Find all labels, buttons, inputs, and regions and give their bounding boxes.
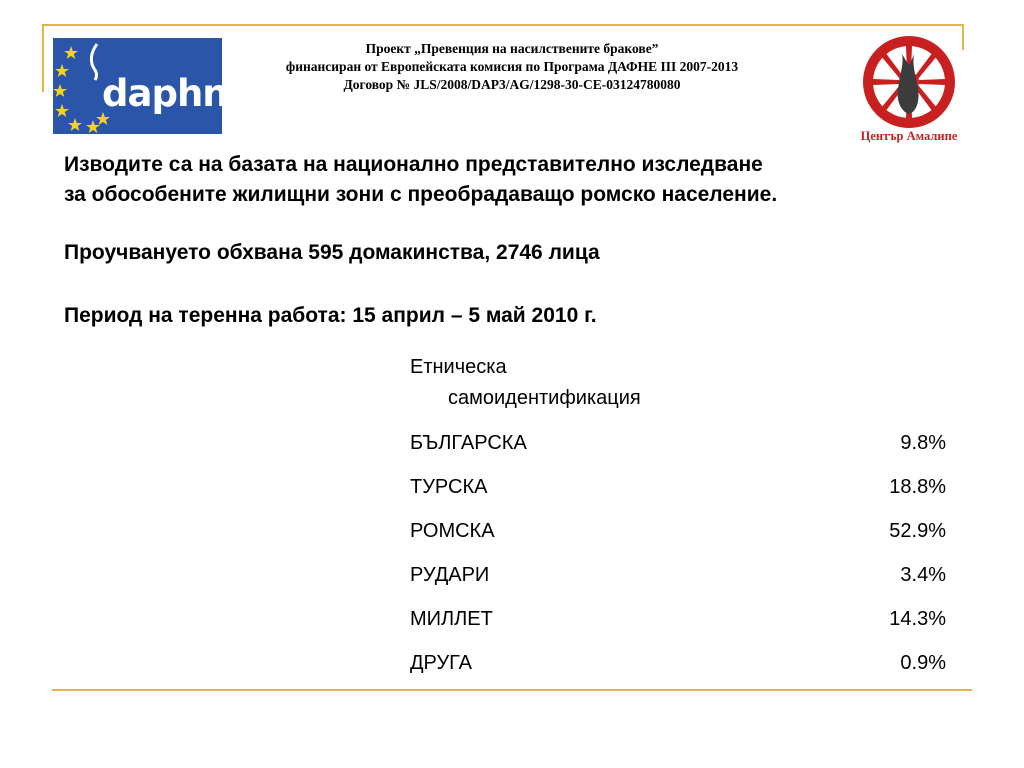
table-row (410, 648, 946, 678)
frame-top-line (42, 24, 964, 26)
table-header-line-1: Етническа (410, 356, 507, 378)
households-text: Проучвануето обхвана 595 домакинства, 2746 лица (64, 241, 600, 264)
frame-bottom-line (52, 689, 972, 691)
table-header (410, 352, 950, 414)
table-row (410, 472, 946, 502)
wheel-icon (856, 34, 962, 130)
row-label: РОМСКА (410, 520, 495, 542)
row-label: ТУРСКА (410, 476, 488, 498)
row-label: МИЛЛЕТ (410, 608, 493, 630)
table-row (410, 560, 946, 590)
frame-right-line (962, 24, 964, 50)
intro-line-2: за обособените жилищни зони с преобрадаващо ромско население. (64, 183, 778, 206)
intro-line-1: Изводите са на базата на национално представително изследване (64, 153, 763, 176)
header-line-2: финансиран от Европейската комисия по Програма ДАФНЕ III 2007-2013 (285, 59, 739, 74)
row-value: 3.4% (900, 564, 946, 586)
daphne-wordmark: daphne (102, 72, 252, 115)
table-row (410, 516, 946, 546)
table-row (410, 428, 946, 458)
row-label: ДРУГА (410, 652, 472, 674)
row-label: БЪЛГАРСКА (410, 432, 527, 454)
amalipe-label: Център Амалипе (860, 129, 958, 143)
header-line-1: Проект „Превенция на насилствените бракове” (365, 41, 659, 56)
table-header-line-2: самоидентификация (448, 387, 641, 409)
fieldwork-period-text: Период на теренна работа: 15 април – 5 май 2010 г. (64, 304, 597, 327)
row-label: РУДАРИ (410, 564, 490, 586)
row-value: 0.9% (900, 652, 946, 674)
amalipe-logo (856, 34, 962, 146)
frame-left-line (42, 24, 44, 92)
header-line-3: Договор № JLS/2008/DAP3/AG/1298-30-CE-03124780080 (343, 77, 681, 92)
row-value: 9.8% (900, 432, 946, 454)
project-header (222, 40, 802, 94)
row-value: 18.8% (889, 476, 946, 498)
row-value: 52.9% (889, 520, 946, 542)
row-value: 14.3% (889, 608, 946, 630)
intro-text (64, 150, 964, 210)
daphne-logo (53, 38, 252, 134)
table-row (410, 604, 946, 634)
